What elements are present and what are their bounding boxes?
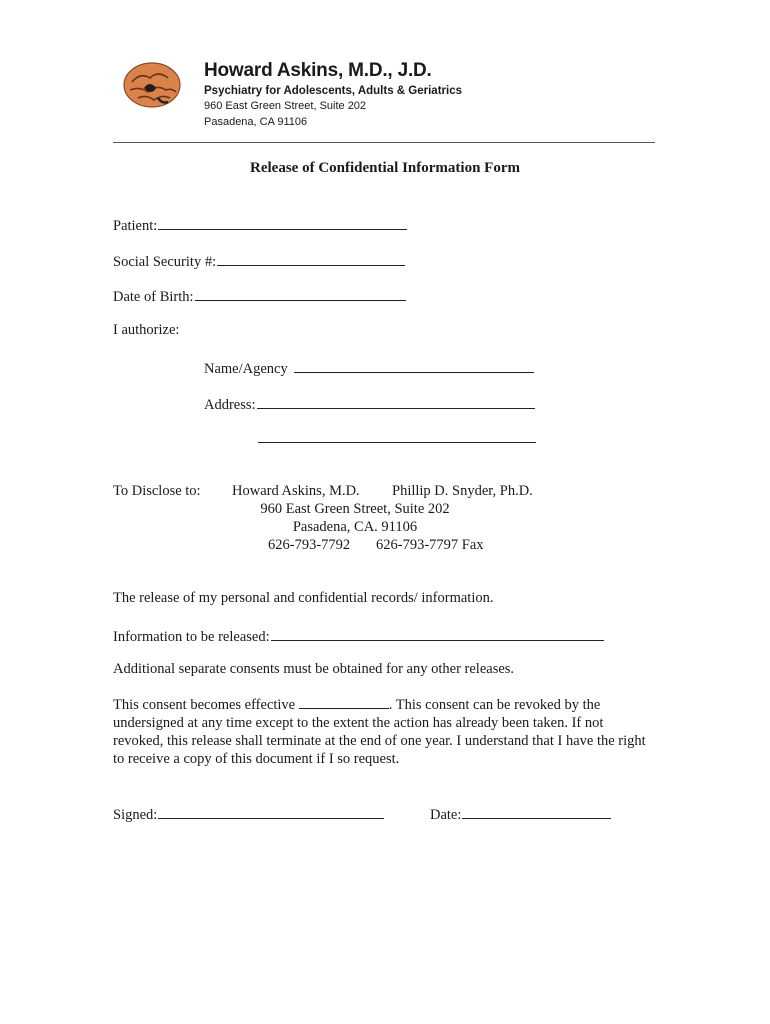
provider-1: Howard Askins, M.D. <box>232 483 360 499</box>
disclose-fax: 626-793-7797 Fax <box>376 537 484 553</box>
doctor-name: Howard Askins, M.D., J.D. <box>204 60 432 81</box>
signature-line[interactable] <box>158 804 384 819</box>
date-label: Date: <box>430 807 462 823</box>
consent-rest: . This consent can be revoked by the undersigned at any time except to the extent the action has already been taken. If not revoked, this release shall terminate at the end of one year. I understand that I have the right to receive a copy of this document if I so request. <box>113 697 646 767</box>
brain-logo-icon <box>122 60 182 112</box>
patient-label: Patient: <box>113 218 158 234</box>
address-line1[interactable] <box>257 394 535 409</box>
dob-field[interactable] <box>113 286 406 306</box>
address-line2[interactable] <box>258 428 536 443</box>
patient-line[interactable] <box>158 215 407 230</box>
letterhead-address-line1: 960 East Green Street, Suite 202 <box>204 100 367 112</box>
date-line[interactable] <box>462 804 611 819</box>
provider-2: Phillip D. Snyder, Ph.D. <box>392 483 533 499</box>
address-field[interactable] <box>204 394 535 414</box>
consents-statement: Additional separate consents must be obtained for any other releases. <box>113 661 515 677</box>
info-released-line[interactable] <box>271 626 604 641</box>
release-statement: The release of my personal and confidential records/ information. <box>113 590 494 606</box>
info-released-field[interactable] <box>113 626 604 646</box>
agency-field[interactable] <box>204 358 534 378</box>
ssn-field[interactable] <box>113 251 405 271</box>
specialty: Psychiatry for Adolescents, Adults & Geriatrics <box>204 85 462 97</box>
disclose-label: To Disclose to: <box>113 483 201 499</box>
signed-field[interactable] <box>113 804 384 824</box>
address-label: Address: <box>204 397 256 413</box>
header-divider <box>113 142 655 143</box>
patient-field[interactable] <box>113 215 407 235</box>
disclose-phone: 626-793-7792 <box>268 537 351 553</box>
ssn-line[interactable] <box>217 251 405 266</box>
effective-date-line[interactable] <box>299 696 389 709</box>
ssn-label: Social Security #: <box>113 254 217 270</box>
disclose-city: Pasadena, CA. 91106 <box>292 519 418 535</box>
consent-paragraph <box>113 696 653 768</box>
info-released-label: Information to be released: <box>113 629 270 645</box>
signed-label: Signed: <box>113 807 158 823</box>
agency-line[interactable] <box>294 358 534 373</box>
dob-line[interactable] <box>195 286 406 301</box>
authorize-label: I authorize: <box>113 322 180 338</box>
letterhead-address-line2: Pasadena, CA 91106 <box>204 116 308 128</box>
form-title: Release of Confidential Information Form <box>250 160 520 176</box>
dob-label: Date of Birth: <box>113 289 194 305</box>
date-field[interactable] <box>430 804 611 824</box>
disclose-street: 960 East Green Street, Suite 202 <box>260 501 450 517</box>
consent-prefix: This consent becomes effective <box>113 697 296 713</box>
agency-label: Name/Agency <box>204 361 288 377</box>
